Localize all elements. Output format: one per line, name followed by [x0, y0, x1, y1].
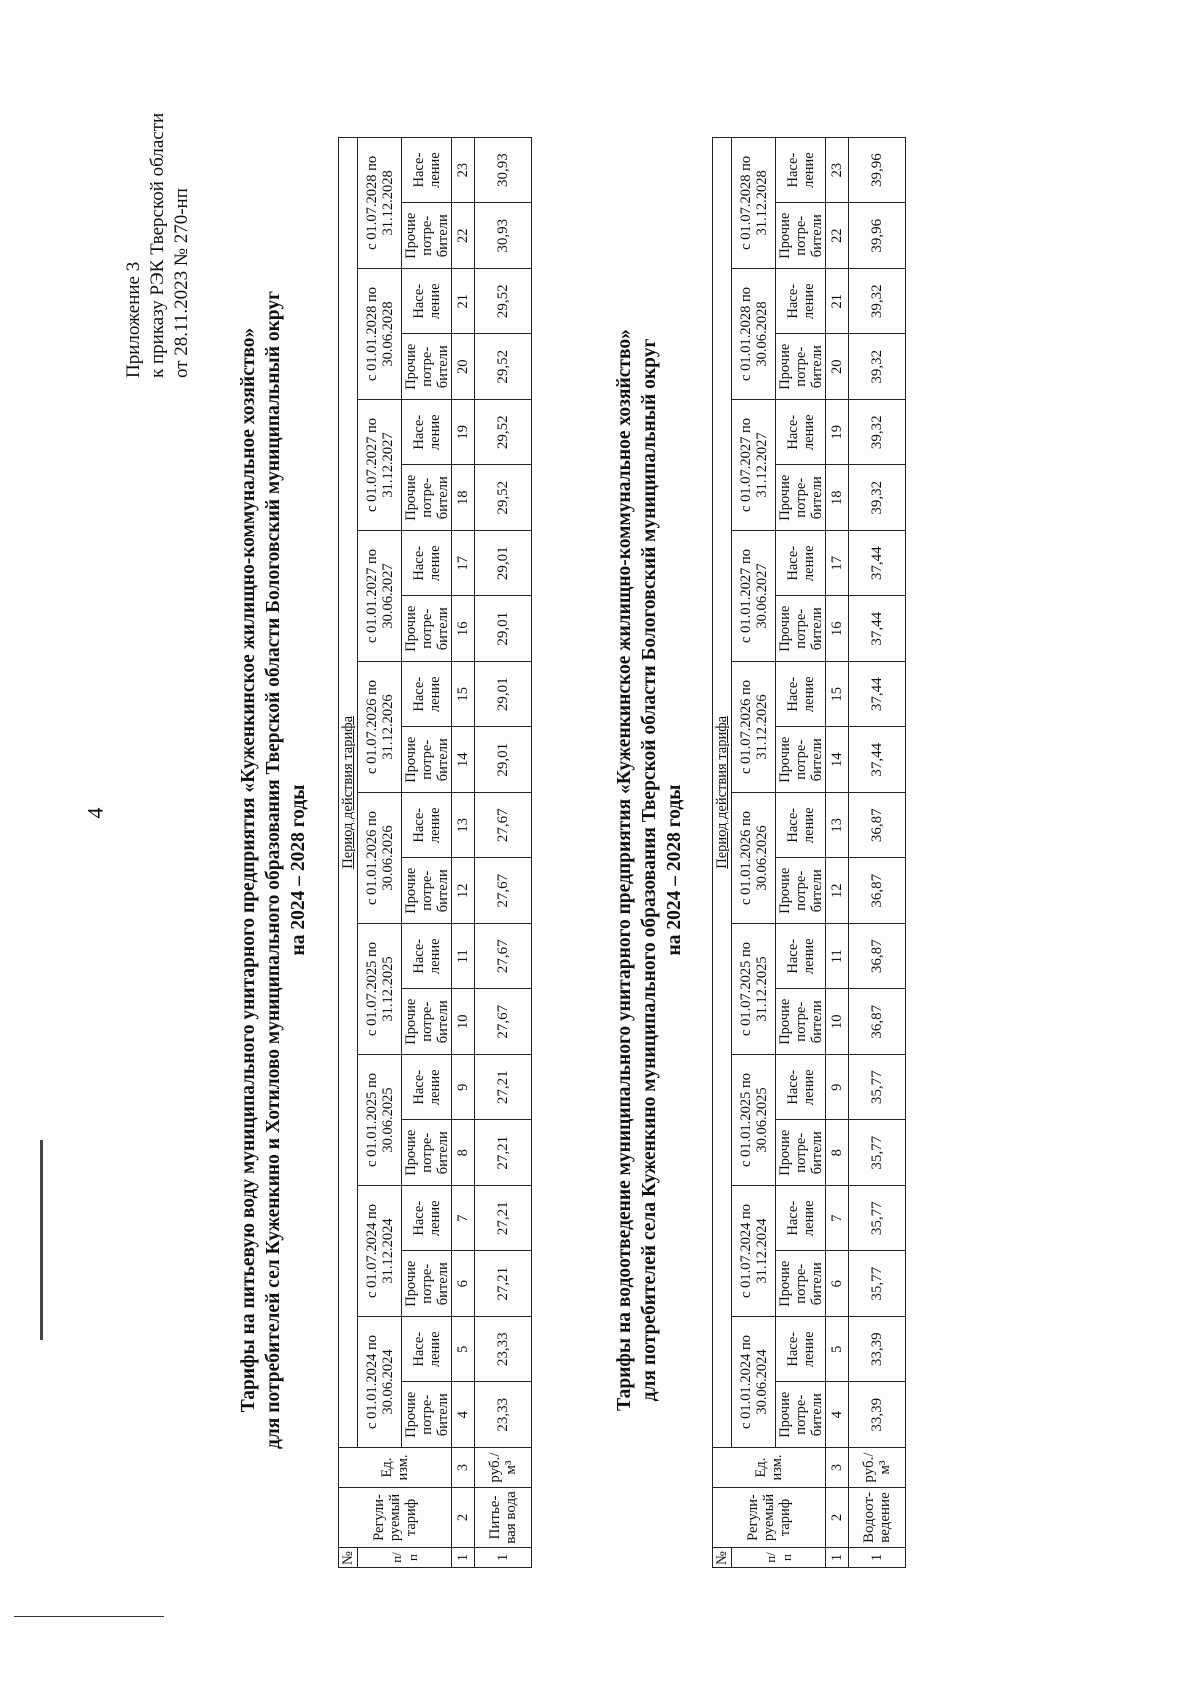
appendix-line-3: от 28.11.2023 № 270-нп [171, 188, 192, 378]
col-number: 3 [452, 1448, 475, 1488]
subheader-population: Насе-ление [402, 1055, 452, 1121]
tariff-value: 36,87 [849, 924, 906, 990]
col-number: 6 [826, 1251, 849, 1317]
table2-title [612, 270, 687, 1470]
col-number: 10 [452, 989, 475, 1055]
table1-title-line-1: Тарифы на питьевую воду муниципального унитарного предприятия «Куженкинское жилищно-коммунальное хозяйство» [238, 327, 259, 1413]
column-number-row [452, 137, 475, 1567]
header-unit: Ед. изм. [339, 1448, 452, 1488]
tariff-value: 29,52 [475, 334, 532, 400]
tariff-value: 39,32 [849, 400, 906, 466]
period-header: с 01.07.2025 по 31.12.2025 [358, 924, 402, 1055]
subheader-other: Прочие потре-бители [776, 1382, 826, 1448]
col-number: 5 [826, 1317, 849, 1383]
col-number: 12 [826, 858, 849, 924]
header-period: Период действия тарифа [713, 137, 732, 1447]
tariff-value: 37,44 [849, 727, 906, 793]
tariff-value: 29,52 [475, 269, 532, 335]
col-number: 20 [452, 334, 475, 400]
subheader-population: Насе-ление [402, 924, 452, 990]
subheader-population: Насе-ление [776, 1055, 826, 1121]
subheader-other: Прочие потре-бители [776, 334, 826, 400]
col-number: 15 [452, 662, 475, 728]
tariff-value: 33,39 [849, 1317, 906, 1383]
col-number: 19 [452, 400, 475, 466]
col-number: 19 [826, 400, 849, 466]
col-number: 11 [826, 924, 849, 990]
tariff-value: 35,77 [849, 1186, 906, 1252]
tariff-value: 27,21 [475, 1251, 532, 1317]
tariff-value: 37,44 [849, 596, 906, 662]
water-tariff-table [338, 137, 532, 1568]
col-number: 11 [452, 924, 475, 990]
subheader-population: Насе-ление [776, 137, 826, 203]
scan-artifact-line [40, 1140, 43, 1340]
col-number: 10 [826, 989, 849, 1055]
tariff-name: Питье-вая вода [475, 1488, 532, 1548]
subheader-other: Прочие потре-бители [402, 727, 452, 793]
col-number: 18 [826, 465, 849, 531]
subheader-population: Насе-ление [776, 269, 826, 335]
tariff-name: Водоот-ведение [849, 1488, 906, 1548]
tariff-value: 36,87 [849, 858, 906, 924]
col-number: 3 [826, 1448, 849, 1488]
tariff-value: 39,32 [849, 269, 906, 335]
tariff-value: 37,44 [849, 662, 906, 728]
subheader-other: Прочие потре-бители [402, 989, 452, 1055]
row-number: 1 [475, 1548, 532, 1568]
scan-edge-line [14, 1616, 164, 1617]
tariff-value: 35,77 [849, 1055, 906, 1121]
period-header: с 01.01.2026 по 30.06.2026 [358, 793, 402, 924]
tariff-value: 39,32 [849, 334, 906, 400]
subheader-population: Насе-ление [776, 1317, 826, 1383]
tariff-value: 39,32 [849, 465, 906, 531]
subheader-population: Насе-ление [402, 531, 452, 597]
header-unit: Ед. изм. [713, 1448, 826, 1488]
col-number: 21 [826, 269, 849, 335]
col-number: 9 [452, 1055, 475, 1121]
subheader-other: Прочие потре-бители [776, 1120, 826, 1186]
col-number: 2 [826, 1488, 849, 1548]
subheader-population: Насе-ление [402, 269, 452, 335]
col-number: 2 [452, 1488, 475, 1548]
subheader-other: Прочие потре-бители [776, 203, 826, 269]
table1-title-line-3: на 2024 – 2028 годы [288, 784, 309, 956]
subheader-other: Прочие потре-бители [776, 465, 826, 531]
col-number: 23 [452, 137, 475, 203]
tariff-unit: руб./м³ [849, 1448, 906, 1488]
tariff-value: 27,21 [475, 1055, 532, 1121]
tariff-value: 27,67 [475, 989, 532, 1055]
col-number: 14 [826, 727, 849, 793]
tariff-value: 23,33 [475, 1317, 532, 1383]
subheader-population: Насе-ление [402, 400, 452, 466]
subheader-population: Насе-ление [402, 662, 452, 728]
tariff-value: 36,87 [849, 989, 906, 1055]
scan-edge-marks [14, 1598, 174, 1638]
tariff-value: 27,67 [475, 858, 532, 924]
tariff-value: 35,77 [849, 1251, 906, 1317]
col-number: 21 [452, 269, 475, 335]
subheader-population: Насе-ление [402, 793, 452, 859]
subheader-other: Прочие потре-бители [776, 596, 826, 662]
header-num-sub: п/п [358, 1548, 452, 1568]
sewer-tariff-table [712, 137, 906, 1568]
tariff-value: 29,01 [475, 662, 532, 728]
tariff-unit: руб./м³ [475, 1448, 532, 1488]
header-tariff: Регули-руемый тариф [339, 1488, 452, 1548]
period-header: с 01.07.2028 по 31.12.2028 [358, 137, 402, 268]
col-number: 18 [452, 465, 475, 531]
tariff-value: 27,21 [475, 1186, 532, 1252]
table1-title [236, 270, 311, 1470]
col-number: 17 [452, 531, 475, 597]
col-number: 15 [826, 662, 849, 728]
period-header: с 01.07.2025 по 31.12.2025 [732, 924, 776, 1055]
appendix-line-2: к приказу РЭК Тверской области [147, 112, 168, 378]
period-header: с 01.01.2024 по 30.06.2024 [358, 1317, 402, 1448]
header-num-sub: п/п [732, 1548, 826, 1568]
col-number: 1 [452, 1548, 475, 1568]
subheader-other: Прочие потре-бители [402, 596, 452, 662]
subheader-other: Прочие потре-бители [776, 727, 826, 793]
subheader-population: Насе-ление [402, 1317, 452, 1383]
table-row [849, 137, 906, 1567]
period-header: с 01.01.2028 по 30.06.2028 [358, 269, 402, 400]
tariff-value: 27,67 [475, 793, 532, 859]
subheader-population: Насе-ление [776, 531, 826, 597]
tariff-value: 39,96 [849, 203, 906, 269]
tariff-value: 29,01 [475, 727, 532, 793]
subheader-population: Насе-ление [776, 924, 826, 990]
col-number: 17 [826, 531, 849, 597]
subheader-population: Насе-ление [776, 1186, 826, 1252]
table2-title-line-1: Тарифы на водоотведение муниципального унитарного предприятия «Куженкинское жилищно-коммунальное хозяйство» [614, 329, 635, 1411]
tariff-value: 27,67 [475, 924, 532, 990]
col-number: 16 [452, 596, 475, 662]
period-header: с 01.01.2028 по 30.06.2028 [732, 269, 776, 400]
col-number: 4 [452, 1382, 475, 1448]
header-tariff: Регули-руемый тариф [713, 1488, 826, 1548]
table2-title-line-2: для потребителей села Куженкино муниципального образования Тверской области Бологовский муниципальный округ [639, 338, 660, 1402]
subheader-other: Прочие потре-бители [402, 334, 452, 400]
subheader-other: Прочие потре-бители [776, 1251, 826, 1317]
appendix-note [122, 113, 194, 378]
tariff-value: 29,01 [475, 596, 532, 662]
period-header: с 01.07.2026 по 31.12.2026 [358, 662, 402, 793]
tariff-value: 29,01 [475, 531, 532, 597]
tariff-value: 37,44 [849, 531, 906, 597]
period-header: с 01.01.2027 по 30.06.2027 [358, 531, 402, 662]
col-number: 16 [826, 596, 849, 662]
period-header: с 01.07.2024 по 31.12.2024 [358, 1186, 402, 1317]
subheader-other: Прочие потре-бители [402, 465, 452, 531]
period-header: с 01.07.2027 по 31.12.2027 [732, 400, 776, 531]
period-header: с 01.01.2027 по 30.06.2027 [732, 531, 776, 662]
subheader-other: Прочие потре-бители [402, 203, 452, 269]
period-header: с 01.07.2027 по 31.12.2027 [358, 400, 402, 531]
period-header: с 01.01.2025 по 30.06.2025 [732, 1055, 776, 1186]
col-number: 14 [452, 727, 475, 793]
header-num: № [339, 1548, 358, 1568]
column-number-row [826, 137, 849, 1567]
period-header: с 01.01.2025 по 30.06.2025 [358, 1055, 402, 1186]
tariff-value: 30,93 [475, 203, 532, 269]
tariff-value: 35,77 [849, 1120, 906, 1186]
col-number: 12 [452, 858, 475, 924]
col-number: 22 [452, 203, 475, 269]
period-header: с 01.01.2026 по 30.06.2026 [732, 793, 776, 924]
tariff-value: 33,39 [849, 1382, 906, 1448]
col-number: 22 [826, 203, 849, 269]
subheader-other: Прочие потре-бители [402, 1251, 452, 1317]
subheader-population: Насе-ление [402, 137, 452, 203]
appendix-line-1: Приложение 3 [123, 261, 144, 378]
header-period: Период действия тарифа [339, 137, 358, 1447]
tariff-value: 36,87 [849, 793, 906, 859]
col-number: 5 [452, 1317, 475, 1383]
col-number: 23 [826, 137, 849, 203]
tariff-value: 29,52 [475, 400, 532, 466]
col-number: 9 [826, 1055, 849, 1121]
period-header: с 01.07.2026 по 31.12.2026 [732, 662, 776, 793]
subheader-population: Насе-ление [776, 793, 826, 859]
col-number: 20 [826, 334, 849, 400]
subheader-population: Насе-ление [402, 1186, 452, 1252]
period-header: с 01.07.2024 по 31.12.2024 [732, 1186, 776, 1317]
row-number: 1 [849, 1548, 906, 1568]
period-header: с 01.01.2024 по 30.06.2024 [732, 1317, 776, 1448]
subheader-other: Прочие потре-бители [776, 858, 826, 924]
col-number: 4 [826, 1382, 849, 1448]
col-number: 7 [826, 1186, 849, 1252]
page-number: 4 [82, 807, 108, 819]
tariff-value: 29,52 [475, 465, 532, 531]
subheader-population: Насе-ление [776, 662, 826, 728]
table2-title-line-3: на 2024 – 2028 годы [664, 784, 685, 956]
col-number: 6 [452, 1251, 475, 1317]
col-number: 13 [452, 793, 475, 859]
tariff-value: 23,33 [475, 1382, 532, 1448]
tariff-value: 27,21 [475, 1120, 532, 1186]
subheader-population: Насе-ление [776, 400, 826, 466]
subheader-other: Прочие потре-бители [776, 989, 826, 1055]
col-number: 8 [452, 1120, 475, 1186]
subheader-other: Прочие потре-бители [402, 858, 452, 924]
col-number: 1 [826, 1548, 849, 1568]
tariff-value: 39,96 [849, 137, 906, 203]
table-row [475, 137, 532, 1567]
col-number: 13 [826, 793, 849, 859]
subheader-other: Прочие потре-бители [402, 1120, 452, 1186]
header-num: № [713, 1548, 732, 1568]
table1-title-line-2: для потребителей сел Куженкино и Хотилово муниципального образования Тверской области Бологовский муниципальный округ [263, 291, 284, 1450]
subheader-other: Прочие потре-бители [402, 1382, 452, 1448]
col-number: 8 [826, 1120, 849, 1186]
period-header: с 01.07.2028 по 31.12.2028 [732, 137, 776, 268]
tariff-value: 30,93 [475, 137, 532, 203]
col-number: 7 [452, 1186, 475, 1252]
